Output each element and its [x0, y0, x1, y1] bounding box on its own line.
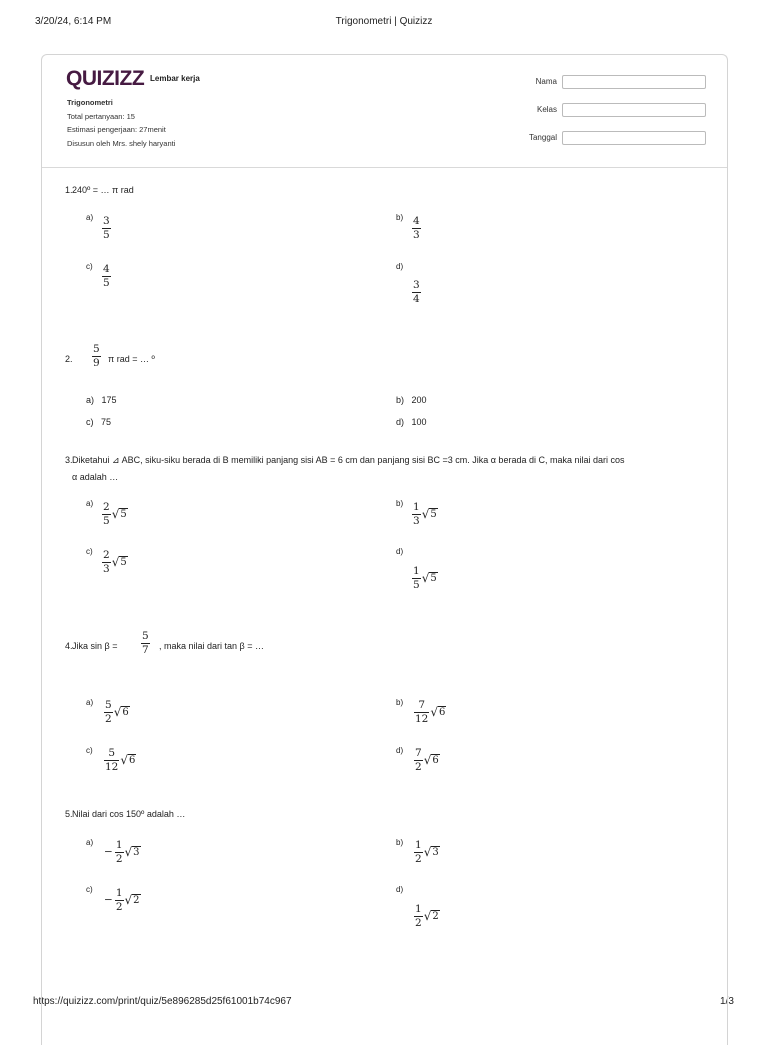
question-number: 4. [65, 641, 73, 651]
option-a-answer[interactable]: − $\frac{1}{2}$ √ 3 [104, 839, 140, 865]
option-b-answer[interactable]: 1 2 √ 3 [415, 839, 439, 865]
question-text-continued: α adalah … [72, 472, 119, 482]
print-url: https://quizizz.com/print/quiz/5e896285d25f61001b74c967 [33, 996, 292, 1007]
option-label: a) [86, 499, 94, 508]
date-label: Tanggal [528, 133, 557, 142]
option-label: a) [86, 213, 94, 222]
option-label: d) [396, 885, 404, 894]
option-d-answer[interactable]: 1 5 √ 5 [413, 565, 437, 591]
question-text: 240º = … π rad [72, 185, 134, 195]
worksheet-header [42, 55, 727, 168]
option-label: d) [396, 547, 404, 556]
option-label: d) [396, 746, 404, 755]
option-label: d) [396, 262, 404, 271]
option-label: c) [86, 746, 93, 755]
option-a-answer[interactable]: 3 5 [103, 215, 110, 241]
total-questions: Total pertanyaan: 15 [67, 112, 135, 121]
question-text: Nilai dari cos 150º adalah … [72, 809, 186, 819]
worksheet [41, 54, 728, 1045]
option-d-answer[interactable]: 7 2 √ 6 [415, 747, 439, 773]
option-a-answer[interactable]: 2 5 √ 5 [103, 501, 127, 527]
option-c-answer[interactable]: 2 3 √ 5 [103, 549, 127, 575]
option-c[interactable]: c) 75 [86, 417, 112, 427]
class-field[interactable] [562, 103, 706, 117]
option-label: b) [396, 698, 404, 707]
class-label: Kelas [536, 105, 557, 114]
option-c-answer[interactable]: 4 5 [103, 263, 110, 289]
option-label: b) [396, 213, 404, 222]
print-page-number: 1/3 [720, 996, 734, 1007]
question-text: π rad = … º [108, 354, 155, 364]
question-2-fraction: 5 9 [93, 343, 100, 369]
question-text-after: , maka nilai dari tan β = … [159, 641, 264, 651]
author: Disusun oleh Mrs. shely haryanti [67, 139, 176, 148]
worksheet-label: Lembar kerja [150, 74, 200, 83]
option-label: c) [86, 885, 93, 894]
option-b-answer[interactable]: 7 12 √ 6 [415, 699, 446, 725]
option-label: b) [396, 499, 404, 508]
option-b-answer[interactable]: 1 3 √ 5 [413, 501, 437, 527]
question-text: Diketahui ⊿ ABC, siku-siku berada di B memiliki panjang sisi AB = 6 cm dan panjang sisi BC =3 cm. Jika α berada di C, maka nilai dari cos [72, 455, 625, 465]
question-4-fraction: 5 7 [142, 630, 149, 656]
name-field[interactable] [562, 75, 706, 89]
option-a[interactable]: a) 175 [86, 395, 117, 405]
option-d-answer[interactable]: 3 4 [413, 279, 420, 305]
option-b-answer[interactable]: 4 3 [413, 215, 420, 241]
option-b[interactable]: b) 200 [396, 395, 427, 405]
question-text: Jika sin β = [72, 641, 118, 651]
quizizz-logo: QUIZIZZ [66, 67, 145, 90]
option-label: c) [86, 547, 93, 556]
question-number: 1. [65, 185, 73, 195]
name-label: Nama [535, 77, 557, 86]
option-label: a) [86, 838, 94, 847]
date-field[interactable] [562, 131, 706, 145]
option-a-answer[interactable]: 5 2 √ 6 [105, 699, 129, 725]
option-label: b) [396, 838, 404, 847]
print-datetime: 3/20/24, 6:14 PM [35, 16, 112, 27]
option-c-answer[interactable]: 5 12 √ 6 [105, 747, 136, 773]
quiz-title: Trigonometri [67, 98, 113, 107]
option-label: c) [86, 262, 93, 271]
option-c-answer[interactable]: − $\frac{1}{2}$ √ 2 [104, 887, 140, 913]
option-d[interactable]: d) 100 [396, 417, 427, 427]
time-estimate: Estimasi pengerjaan: 27menit [67, 125, 166, 134]
question-number: 3. [65, 455, 73, 465]
option-d-answer[interactable]: 1 2 √ 2 [415, 903, 439, 929]
question-number: 5. [65, 809, 73, 819]
option-label: a) [86, 698, 94, 707]
question-number: 2. [65, 354, 73, 364]
